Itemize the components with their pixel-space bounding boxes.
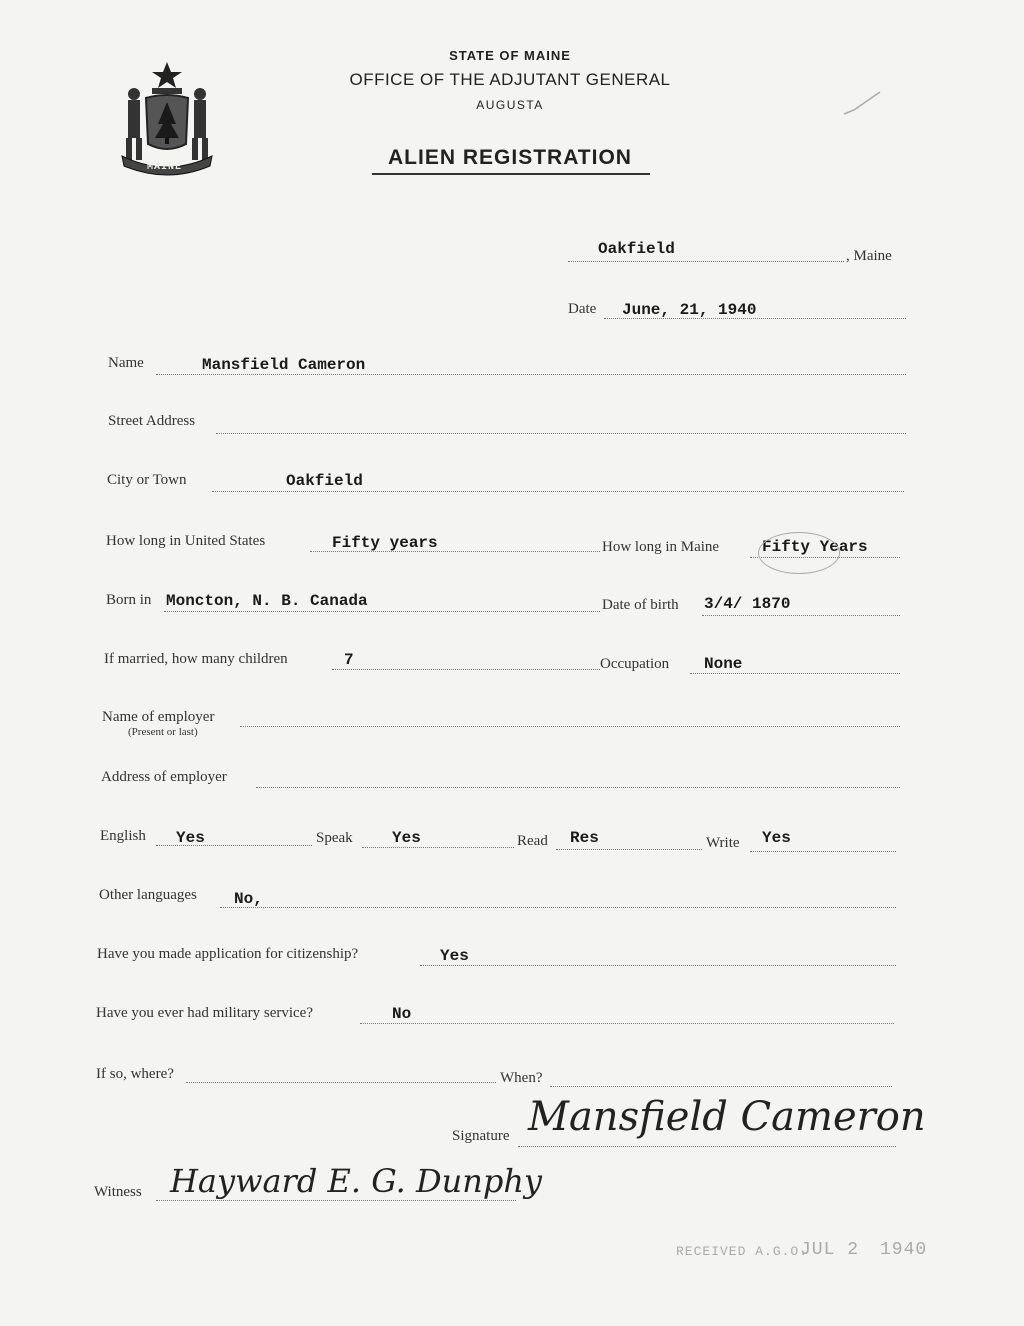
- occupation-label: Occupation: [600, 656, 670, 672]
- where-label: If so, where?: [96, 1066, 174, 1082]
- employer-address-label: Address of employer: [101, 769, 227, 785]
- where-dots: [186, 1082, 496, 1083]
- header-city: AUGUSTA: [476, 98, 544, 112]
- born-value: Moncton, N. B. Canada: [166, 592, 368, 610]
- witness-value: Hayward E. G. Dunphy: [170, 1162, 542, 1200]
- us-duration-value: Fifty years: [332, 534, 438, 552]
- children-label: If married, how many children: [104, 651, 288, 667]
- write-value: Yes: [762, 829, 791, 847]
- signature-dots: [518, 1146, 896, 1147]
- street-dots: [216, 433, 906, 434]
- witness-dots: [156, 1200, 516, 1201]
- dob-dots: [702, 615, 900, 616]
- born-dots: [164, 611, 600, 612]
- form-title: ALIEN REGISTRATION: [388, 146, 632, 169]
- dob-label: Date of birth: [602, 597, 679, 613]
- street-label: Street Address: [108, 413, 196, 429]
- children-value: 7: [344, 651, 354, 669]
- employer-dots: [240, 726, 900, 727]
- when-label: When?: [500, 1070, 543, 1086]
- military-dots: [360, 1023, 894, 1024]
- title-underline: [372, 173, 650, 175]
- other-languages-value: No,: [234, 890, 263, 908]
- name-value: Mansfield Cameron: [202, 356, 366, 374]
- maine-duration-label: How long in Maine: [602, 539, 720, 555]
- maine-duration-value: Fifty Years: [762, 538, 868, 556]
- employer-address-dots: [256, 787, 900, 788]
- read-dots: [556, 849, 702, 850]
- write-dots: [750, 851, 896, 852]
- english-label: English: [100, 828, 146, 844]
- location-dots: [568, 261, 844, 262]
- us-duration-label: How long in United States: [106, 533, 266, 549]
- other-languages-dots: [220, 907, 896, 908]
- signature-value: Mansfield Cameron: [528, 1094, 926, 1140]
- military-label: Have you ever had military service?: [96, 1005, 313, 1021]
- citizenship-dots: [420, 965, 896, 966]
- date-value: June, 21, 1940: [622, 301, 757, 319]
- citizenship-label: Have you made application for citizenship?: [97, 946, 359, 962]
- english-value: Yes: [176, 829, 205, 847]
- signature-label: Signature: [452, 1128, 510, 1144]
- when-dots: [550, 1086, 892, 1087]
- dob-value: 3/4/ 1870: [704, 595, 791, 613]
- speak-dots: [362, 847, 514, 848]
- city-label: City or Town: [107, 472, 187, 488]
- occupation-dots: [690, 673, 900, 674]
- citizenship-value: Yes: [440, 947, 469, 965]
- born-label: Born in: [106, 592, 152, 608]
- name-label: Name: [108, 355, 144, 371]
- employer-sublabel: (Present or last): [128, 726, 198, 738]
- city-dots: [212, 491, 904, 492]
- read-label: Read: [517, 833, 548, 849]
- children-dots: [332, 669, 600, 670]
- check-mark-icon: [840, 88, 884, 118]
- received-stamp-year: 1940: [880, 1240, 928, 1260]
- received-stamp-date: JUL 2: [800, 1240, 860, 1260]
- date-label: Date: [568, 301, 597, 317]
- maine-state-seal-icon: [112, 58, 222, 178]
- name-dots: [156, 374, 906, 375]
- other-languages-label: Other languages: [99, 887, 197, 903]
- seal-text: MAINE: [147, 162, 183, 173]
- location-state: , Maine: [846, 248, 892, 264]
- speak-value: Yes: [392, 829, 421, 847]
- speak-label: Speak: [316, 830, 353, 846]
- employer-label: Name of employer: [102, 709, 215, 725]
- witness-label: Witness: [94, 1184, 142, 1200]
- occupation-value: None: [704, 655, 743, 673]
- write-label: Write: [706, 835, 740, 851]
- received-stamp-text: RECEIVED A.G.O.: [676, 1244, 809, 1259]
- city-value: Oakfield: [286, 472, 363, 490]
- read-value: Res: [570, 829, 599, 847]
- military-value: No: [392, 1005, 412, 1023]
- location-town: Oakfield: [598, 240, 675, 258]
- header-office: OFFICE OF THE ADJUTANT GENERAL: [349, 70, 671, 89]
- header-state: STATE OF MAINE: [449, 48, 571, 63]
- maine-duration-circle: [758, 532, 840, 574]
